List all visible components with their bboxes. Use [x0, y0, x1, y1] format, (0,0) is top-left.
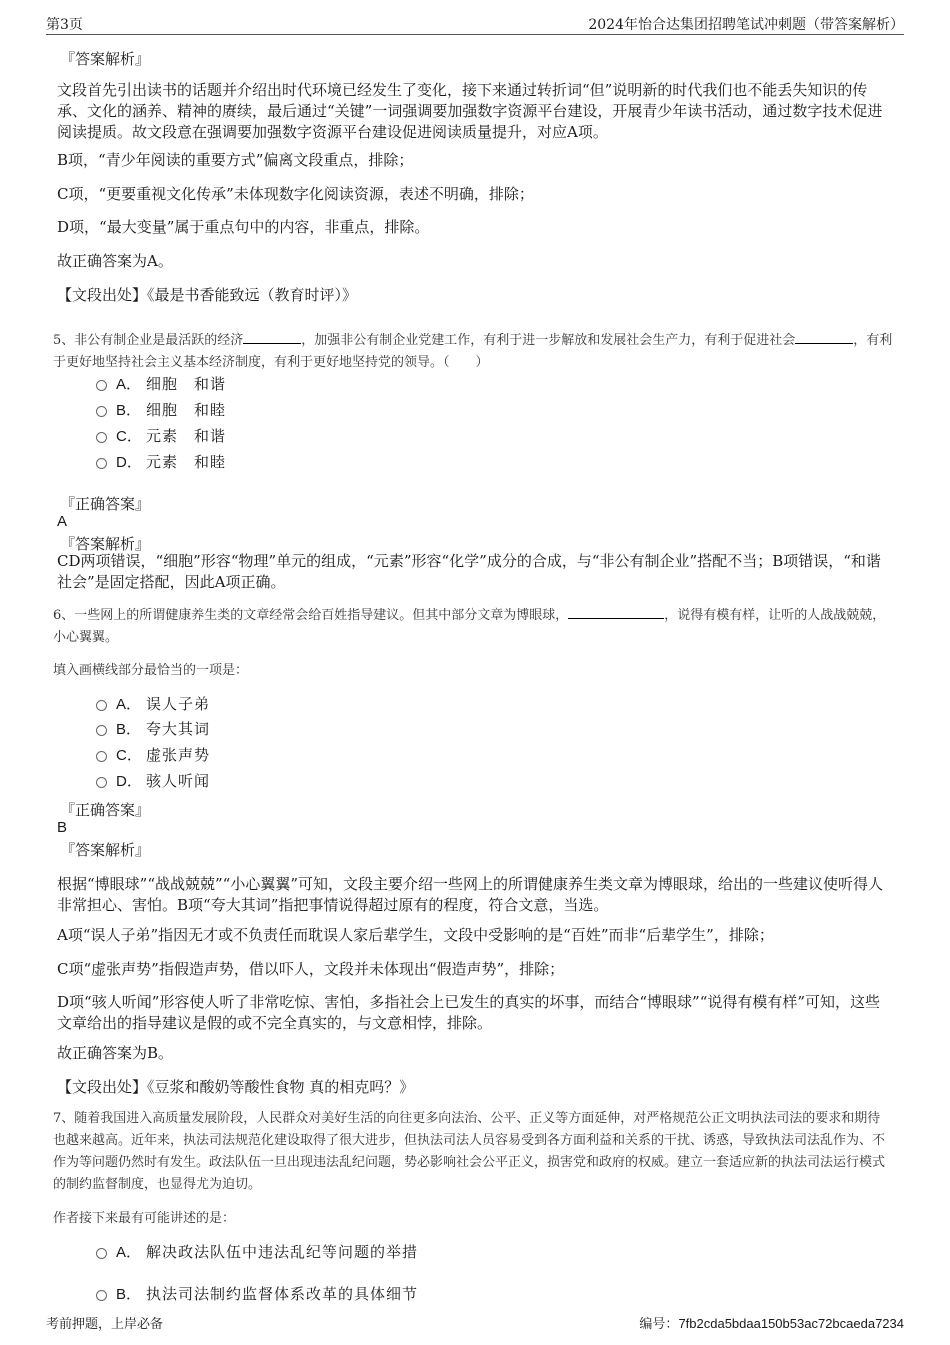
q7-option-a[interactable]: A． 解决政法队伍中违法乱纪等问题的举措	[96, 1240, 418, 1262]
q6-prompt: 填入画横线部分最恰当的一项是：	[53, 663, 249, 678]
q5-option-c[interactable]: C． 元素 和谐	[96, 424, 226, 446]
q5-analysis: CD两项错误，“细胞”形容“物理”单元的组成，“元素”形容“化学”成分的合成，与“非公有制企业”搭配不当；B项错误，“和谐社会”是固定搭配，因此A项正确。	[57, 552, 881, 591]
radio-icon[interactable]	[96, 1248, 107, 1259]
footer-code: 编号：7fb2cda5bdaa150b53ac72bcaeda7234	[639, 1316, 904, 1332]
footer-slogan: 考前押题，上岸必备	[46, 1317, 164, 1332]
q7-prompt: 作者接下来最有可能讲述的是：	[53, 1211, 236, 1226]
radio-icon[interactable]	[96, 700, 107, 711]
q6-analysis-label: 『答案解析』	[60, 841, 151, 859]
q6-source: 【文段出处】《豆浆和酸奶等酸性食物 真的相克吗？》	[57, 1078, 415, 1096]
q6-answer: B	[57, 819, 68, 836]
q4-option-b-analysis: B项，“青少年阅读的重要方式”偏离文段重点，排除；	[57, 151, 414, 169]
q6-option-b[interactable]: B． 夸大其词	[96, 717, 210, 739]
q5-answer: A	[57, 513, 68, 530]
q6-answer-label: 『正确答案』	[60, 801, 151, 819]
radio-icon[interactable]	[96, 751, 107, 762]
q6-analysis-paragraph: 根据“博眼球”“战战兢兢”“小心翼翼”可知，文段主要介绍一些网上的所谓健康养生类文章为博眼球，给出的一些建议使听得人非常担心、害怕。B项“夸大其词”指把事情说得超过原有的程度，符合文意，当选。	[57, 875, 884, 914]
q6-option-d[interactable]: D． 骇人听闻	[96, 769, 210, 791]
q6-option-d-analysis: D项“骇人听闻”形容使人听了非常吃惊、害怕，多指社会上已发生的真实的坏事，而结合“博眼球”“说得有模有样”可知，这些文章给出的指导建议是假的或不完全真实的，与文意相悖，排除。	[57, 993, 881, 1032]
q4-option-d-analysis: D项，“最大变量”属于重点句中的内容，非重点，排除。	[57, 218, 430, 236]
q4-conclusion: 故正确答案为A。	[57, 252, 173, 270]
radio-icon[interactable]	[96, 458, 107, 469]
q5-stem: 5、非公有制企业是最活跃的经济 ，加强非公有制企业党建工作，有利于进一步解放和发展社会生产力，有利于促进社会 ，有利于更好地坚持社会主义基本经济制度，有利于更好地坚持党的领导。（ ）	[53, 329, 893, 374]
q5-option-a[interactable]: A． 细胞 和谐	[96, 372, 226, 394]
q5-option-d[interactable]: D． 元素 和睦	[96, 450, 226, 472]
document-title: 2024年怡合达集团招聘笔试冲刺题（带答案解析）	[588, 17, 904, 33]
q6-option-a[interactable]: A． 误人子弟	[96, 692, 210, 714]
q4-analysis-label: 『答案解析』	[60, 50, 151, 68]
radio-icon[interactable]	[96, 432, 107, 443]
q6-option-c-analysis: C项“虚张声势”指假造声势，借以吓人，文段并未体现出“假造声势”，排除；	[57, 960, 565, 978]
q5-analysis-label: 『答案解析』	[60, 535, 151, 553]
radio-icon[interactable]	[96, 725, 107, 736]
page-number: 第3页	[46, 17, 83, 33]
q4-source: 【文段出处】《最是书香能致远（教育时评）》	[57, 286, 358, 304]
q6-option-c[interactable]: C． 虚张声势	[96, 743, 210, 765]
q6-option-a-analysis: A项“误人子弟”指因无才或不负责任而耽误人家后辈学生，文段中受影响的是“百姓”而非“后辈学生”，排除；	[57, 926, 774, 944]
header-divider	[46, 34, 904, 35]
radio-icon[interactable]	[96, 380, 107, 391]
q5-answer-label: 『正确答案』	[60, 495, 151, 513]
radio-icon[interactable]	[96, 777, 107, 788]
radio-icon[interactable]	[96, 1290, 107, 1301]
q6-stem: 6、一些网上的所谓健康养生类的文章经常会给百姓指导建议。但其中部分文章为博眼球， ，说得有模有样，让听的人战战兢兢，小心翼翼。	[53, 604, 893, 649]
q7-option-b[interactable]: B． 执法司法制约监督体系改革的具体细节	[96, 1282, 418, 1304]
q6-conclusion: 故正确答案为B。	[57, 1044, 174, 1062]
q5-option-b[interactable]: B． 细胞 和睦	[96, 398, 226, 420]
q4-analysis-paragraph: 文段首先引出读书的话题并介绍出时代环境已经发生了变化，接下来通过转折词“但”说明新的时代我们也不能丢失知识的传承、文化的涵养、精神的赓续，最后通过“关键”一词强调要加强数字资源平台建设，开展青少年读书活动，通过数字技术促进阅读提质。故文段意在强调要加强数字资源平台建设促进阅读质量提升，对应A项。	[57, 81, 883, 141]
q4-option-c-analysis: C项，“更要重视文化传承”未体现数字化阅读资源，表述不明确，排除；	[57, 185, 534, 203]
radio-icon[interactable]	[96, 406, 107, 417]
q7-stem: 7、随着我国进入高质量发展阶段，人民群众对美好生活的向往更多向法治、公平、正义等方面延伸，对严格规范公正文明执法司法的要求和期待也越来越高。近年来，执法司法规范化建设取得了很大进步，但执法司法人员容易受到各方面利益和关系的干扰、诱惑，导致执法司法乱作为、不作为等问题仍然时有发生。政法队伍一旦出现违法乱纪问题，势必影响社会公平正义，损害党和政府的权威。建立一套适应新的执法司法运行模式的制约监督制度，也显得尤为迫切。	[53, 1111, 886, 1192]
